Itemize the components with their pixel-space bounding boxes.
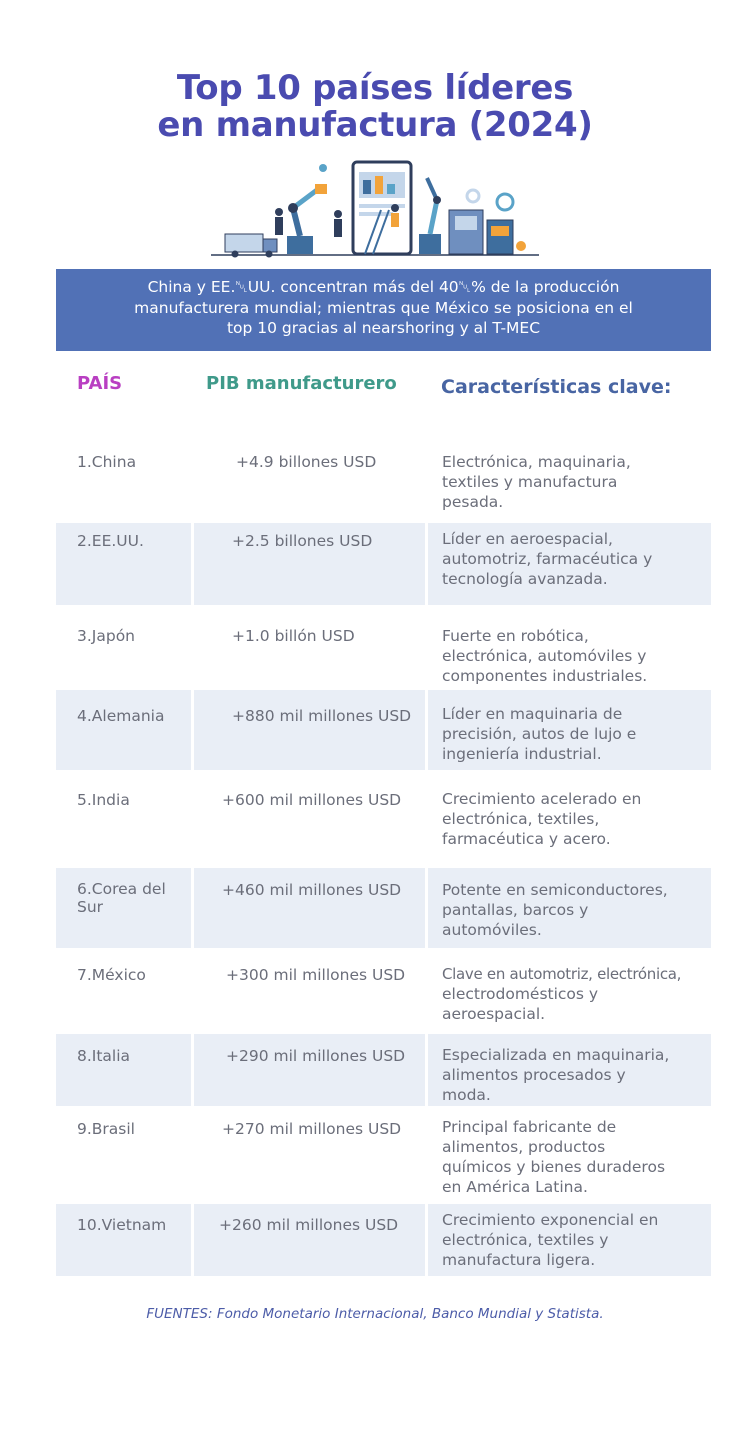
row-features: Crecimiento exponencial en electrónica, textiles y manufactura ligera.: [442, 1211, 659, 1269]
row-gdp: +290 mil millones USD: [226, 1047, 406, 1065]
row-gdp: +460 mil millones USD: [222, 881, 402, 899]
row-features: Principal fabricante de alimentos, productos químicos y bienes duraderos en América Latina.: [442, 1118, 666, 1196]
row-cell-gdp: [194, 952, 425, 1030]
table-row: [56, 1204, 711, 1276]
row-features: Clave en automotriz, electrónica, electrodomésticos y aeroespacial.: [442, 965, 682, 1023]
truck-icon: [225, 234, 277, 258]
header-gdp: PIB manufacturero: [206, 373, 397, 394]
row-country: 4.Alemania: [77, 707, 165, 725]
row-features: Especializada en maquinaria, alimentos procesados y moda.: [442, 1046, 670, 1104]
page-title: [0, 70, 750, 144]
robot-arm-left-icon: [287, 184, 327, 254]
row-cell-country: [56, 952, 191, 1030]
table-row: [56, 608, 711, 686]
row-cell-gdp: [194, 773, 425, 863]
table-row: [56, 1034, 711, 1106]
row-country: 1.China: [77, 453, 137, 471]
row-cell-gdp: [194, 690, 425, 770]
row-cell-country: [56, 690, 191, 770]
table-row: [56, 952, 711, 1030]
title-line-1: Top 10 países líderes: [176, 68, 574, 108]
row-country: 2.EE.UU.: [77, 532, 144, 550]
row-country: 3.Japón: [77, 627, 136, 645]
row-gdp: +270 mil millones USD: [222, 1120, 402, 1138]
table-row: [56, 1108, 711, 1202]
banner-line-3: top 10 gracias al nearshoring y al T-MEC: [226, 319, 541, 337]
row-country: 6.Corea del Sur: [77, 880, 166, 916]
row-features: Líder en maquinaria de precisión, autos de lujo e ingeniería industrial.: [442, 705, 637, 763]
banner-line-1: China y EE.␀UU. concentran más del 40␀% de la producción: [147, 278, 620, 296]
row-gdp: +1.0 billón USD: [232, 627, 355, 645]
title-line-2: en manufactura (2024): [157, 105, 593, 145]
row-country: 5.India: [77, 791, 130, 809]
table-row: [56, 690, 711, 770]
table-row: [56, 523, 711, 605]
header-country: PAÍS: [77, 373, 123, 394]
machine-icon: [449, 194, 526, 254]
row-country: 7.México: [77, 966, 146, 984]
row-gdp: +4.9 billones USD: [236, 453, 377, 471]
row-gdp: +300 mil millones USD: [226, 966, 406, 984]
table-row: [56, 440, 711, 520]
row-gdp: +2.5 billones USD: [232, 532, 373, 550]
row-cell-country: [56, 608, 191, 686]
row-cell-country: [56, 1034, 191, 1106]
sources-label: FUENTES:: [146, 1306, 213, 1322]
table-row: [56, 868, 711, 948]
worker-icon: [275, 208, 342, 237]
row-country: 8.Italia: [77, 1047, 131, 1065]
row-features: Electrónica, maquinaria, textiles y manufactura pesada.: [442, 453, 631, 511]
row-features: Crecimiento acelerado en electrónica, textiles, farmacéutica y acero.: [442, 790, 642, 848]
row-gdp: +880 mil millones USD: [232, 707, 412, 725]
robot-arm-right-icon: [419, 178, 441, 254]
tablet-screen-icon: [353, 162, 411, 254]
sources-footnote: [0, 1306, 750, 1322]
row-cell-gdp: [194, 1034, 425, 1106]
header-features: Características clave:: [441, 376, 672, 398]
row-features: Líder en aeroespacial, automotriz, farmacéutica y tecnología avanzada.: [442, 530, 653, 588]
table-row: [56, 773, 711, 863]
row-features: Fuerte en robótica, electrónica, automóviles y componentes industriales.: [442, 627, 648, 685]
row-cell-country: [56, 773, 191, 863]
row-country: 9.Brasil: [77, 1120, 135, 1138]
row-features: Potente en semiconductores, pantallas, barcos y automóviles.: [442, 881, 668, 939]
row-gdp: +600 mil millones USD: [222, 791, 402, 809]
factory-illustration: [205, 150, 545, 262]
summary-banner: [56, 269, 711, 351]
row-cell-gdp: [194, 608, 425, 686]
banner-line-2: manufacturera mundial; mientras que México se posiciona en el: [134, 298, 633, 317]
row-country: 10.Vietnam: [77, 1216, 167, 1234]
row-gdp: +260 mil millones USD: [219, 1216, 399, 1234]
sources-text: Fondo Monetario Internacional, Banco Mundial y Statista.: [212, 1306, 604, 1322]
